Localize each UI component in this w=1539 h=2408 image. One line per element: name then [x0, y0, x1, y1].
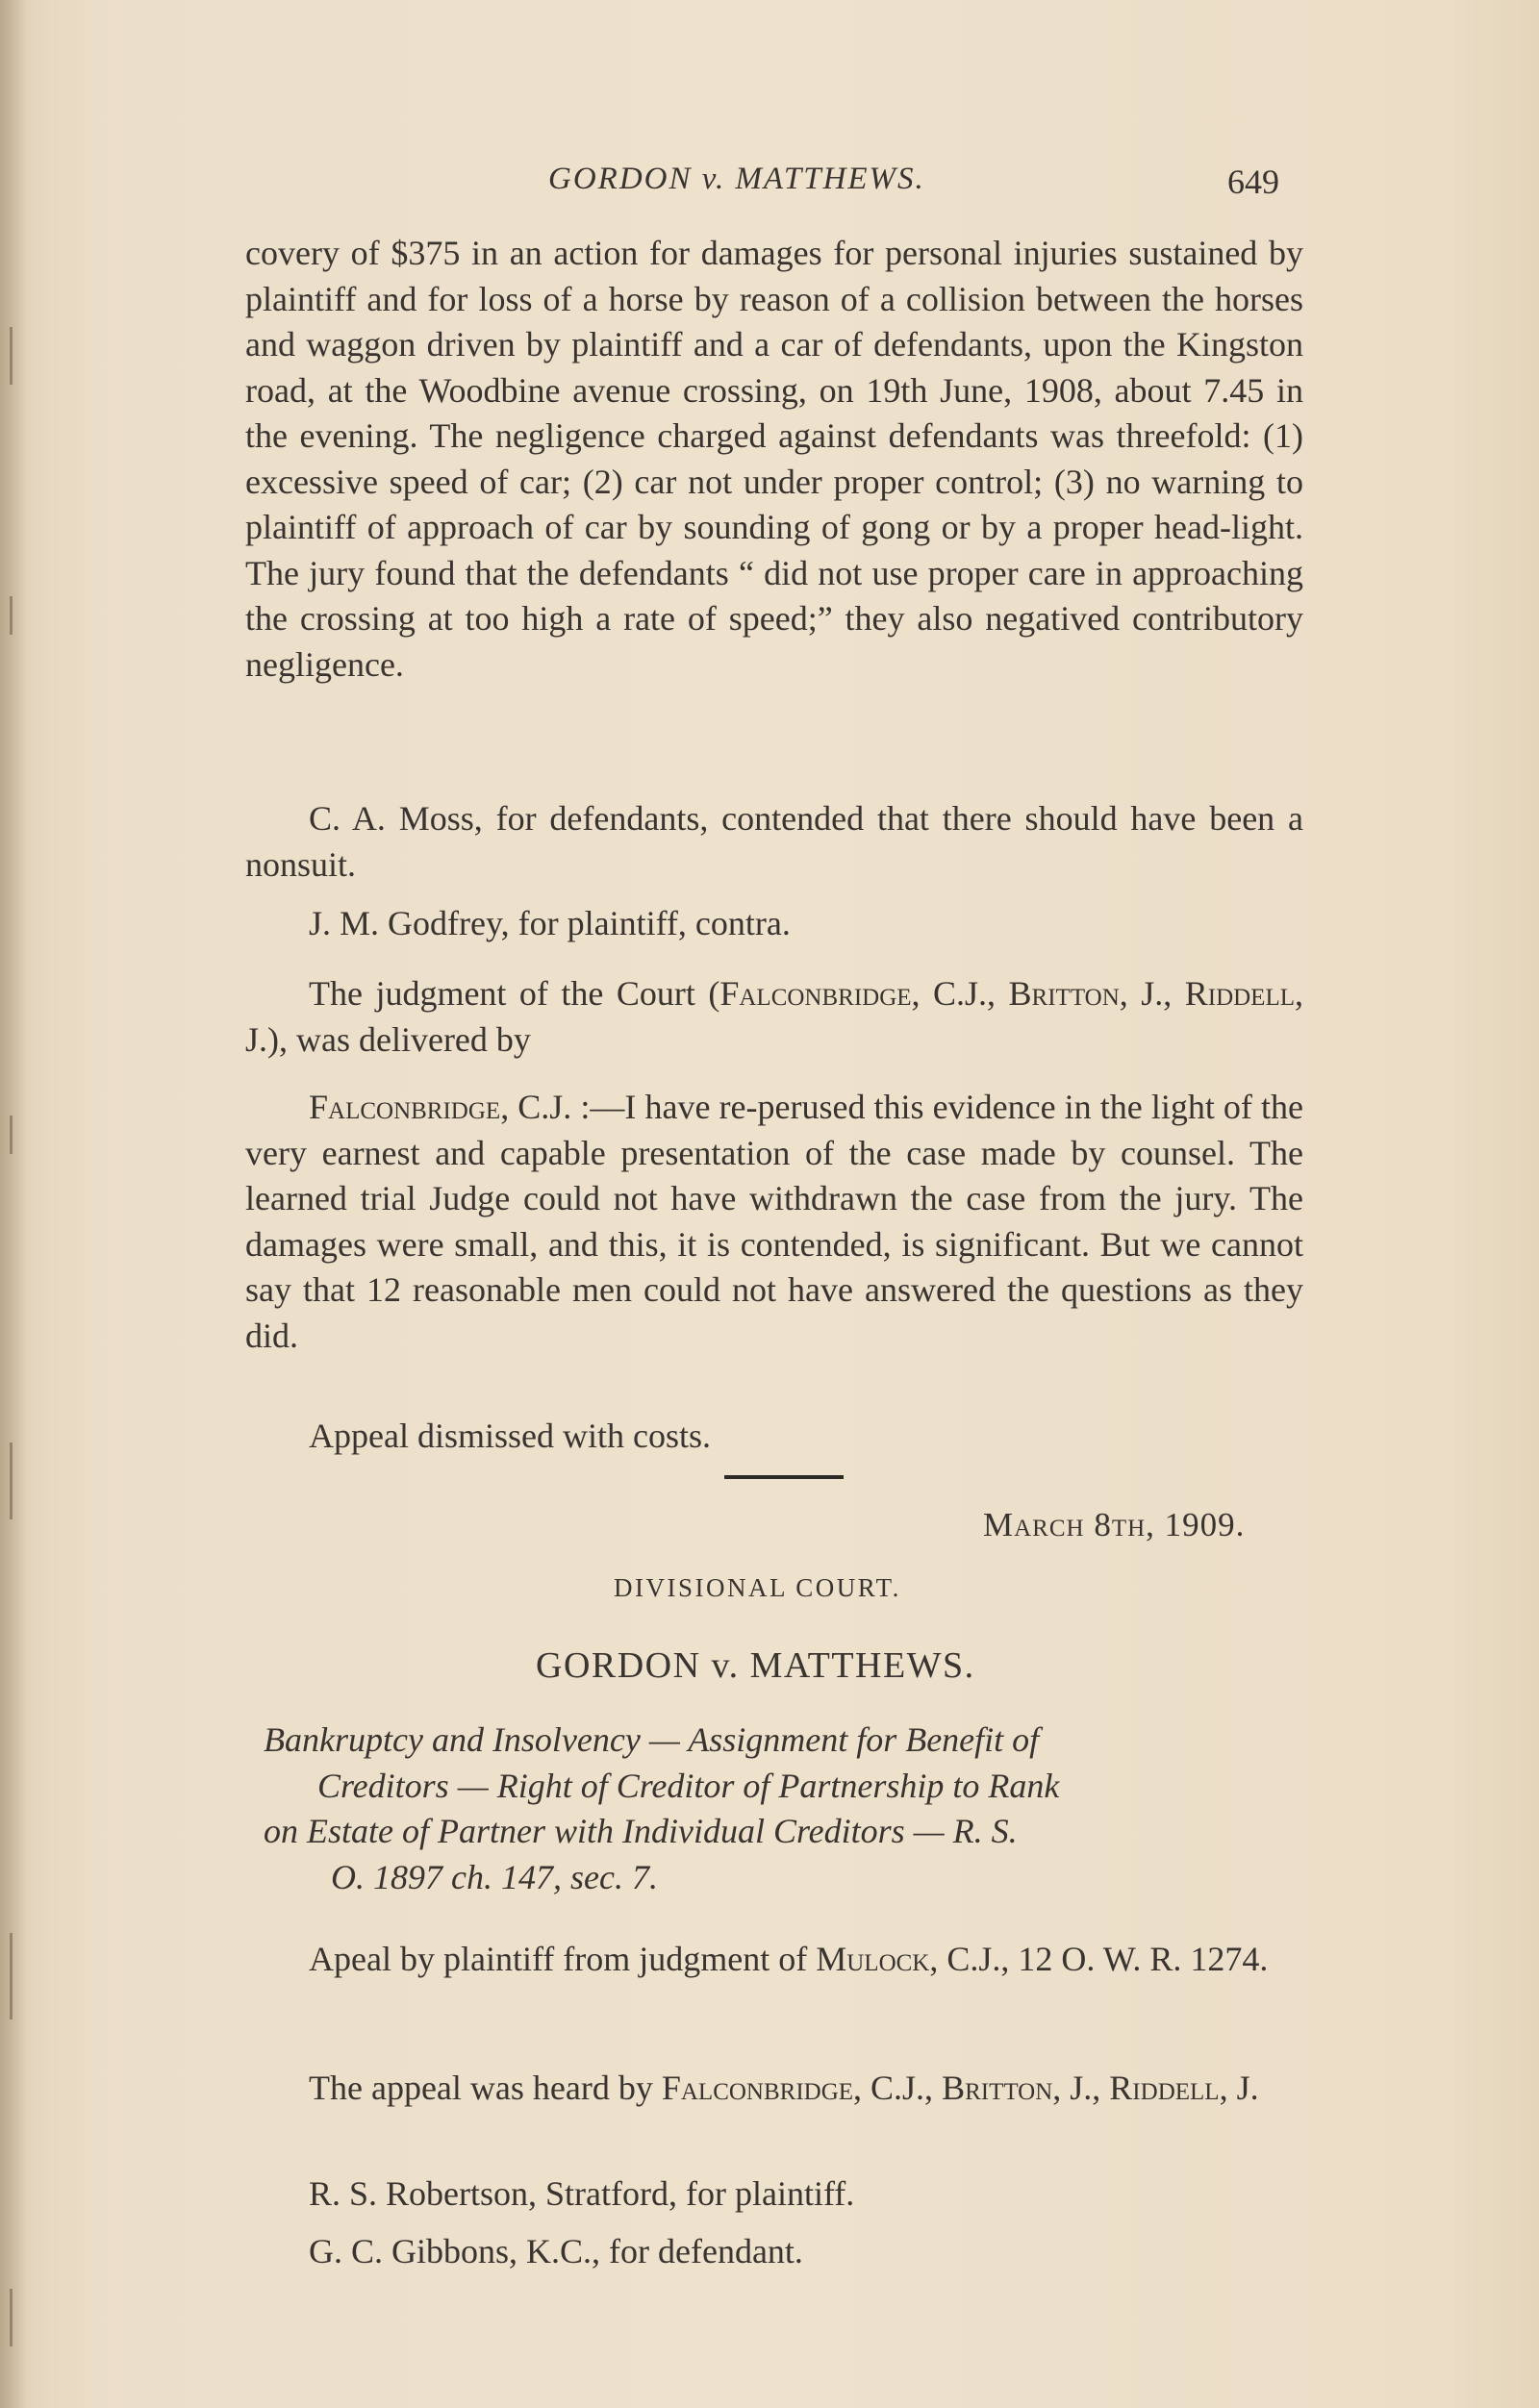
paragraph-plaintiff-counsel-2: R. S. Robertson, Stratford, for plaintiff. — [309, 2174, 855, 2213]
paragraph-judgment-intro — [245, 971, 1303, 1063]
paragraph-heard-by — [245, 2066, 1303, 2112]
binding-shadow — [0, 0, 27, 2408]
paragraph-defendant-counsel-2: G. C. Gibbons, K.C., for defendant. — [309, 2232, 803, 2270]
text-run: Apeal by plaintiff from judgment of — [309, 1940, 817, 1978]
running-head — [0, 162, 1539, 210]
judge-name: Mulock — [816, 1940, 930, 1978]
court-name: DIVISIONAL COURT. — [614, 1573, 901, 1602]
text-run: , J., — [1052, 2069, 1110, 2107]
judge-name: Falconbridge — [719, 974, 912, 1013]
headnote-line: O. 1897 ch. 147, sec. 7. — [331, 1857, 658, 1896]
text-run: , C.J., 12 O. W. R. 1274. — [929, 1940, 1269, 1978]
headnote-line: Creditors — Right of Creditor of Partnership to Rank — [317, 1766, 1060, 1805]
judge-name: Falconbridge — [309, 1088, 501, 1126]
text-run: The judgment of the Court ( — [309, 974, 720, 1013]
paragraph-appeal — [245, 1937, 1303, 1983]
judge-name: Britton — [942, 2069, 1053, 2107]
text-run: , J., — [1119, 974, 1185, 1013]
paragraph-plaintiff-counsel: J. M. Godfrey, for plaintiff, contra. — [309, 904, 791, 942]
judge-name: Riddell — [1184, 974, 1295, 1013]
paragraph-facts: covery of $375 in an action for damages for personal injuries sustained by plaintiff and for loss of a horse by reason of a collision between the horses and waggon driven by plaintiff and a car of defendants, upon the Kingston road, at the Woodbine avenue crossing, on 19th June, 1908, about 7.45 in the evening. The negligence charged against defendants was threefold: (1) excessive speed of car; (2) car not under proper control; (3) no warning to plaintiff of approach of car by sounding of gong or by a proper head-light. The jury found that the defendants “ did not use proper care in approaching the crossing at too high a rate of speed;” they also negatived contributory negligence. — [245, 234, 1303, 684]
judge-name: Britton — [1008, 974, 1120, 1013]
section-divider — [724, 1475, 844, 1479]
case-date: March 8th, 1909. — [983, 1506, 1246, 1543]
judge-name: Falconbridge — [661, 2069, 854, 2107]
running-title: GORDON v. MATTHEWS. — [548, 162, 925, 196]
text-run: , C.J., — [911, 974, 1009, 1013]
text-run: The appeal was heard by — [309, 2069, 662, 2107]
paragraph-disposition: Appeal dismissed with costs. — [309, 1417, 711, 1455]
headnote-line: Bankruptcy and Insolvency — Assignment for Benefit of — [264, 1720, 1040, 1759]
page-number: 649 — [1227, 163, 1279, 201]
judge-name: Riddell — [1109, 2069, 1220, 2107]
headnote-line: on Estate of Partner with Individual Creditors — R. S. — [264, 1812, 1018, 1850]
text-run: , J. — [1219, 2069, 1259, 2107]
paragraph-defendant-counsel: C. A. Moss, for defendants, contended that there should have been a nonsuit. — [245, 799, 1303, 884]
headnote — [264, 1718, 1322, 1900]
text-run: , J.), was delivered by — [245, 974, 1303, 1059]
case-title: GORDON v. MATTHEWS. — [536, 1645, 975, 1686]
paragraph-judgment — [245, 1085, 1303, 1359]
text-run: , C.J., — [853, 2069, 943, 2107]
text-run: , C.J. :—I have re-perused this evidence in the light of the very earnest and capable presentation of the case made by counsel. The learned trial Judge could not have withdrawn the case from the jury. The damages were small, and this, it is contended, is significant. But we cannot say that 12 reasonable men could not have answered the questions as they did. — [245, 1088, 1303, 1355]
